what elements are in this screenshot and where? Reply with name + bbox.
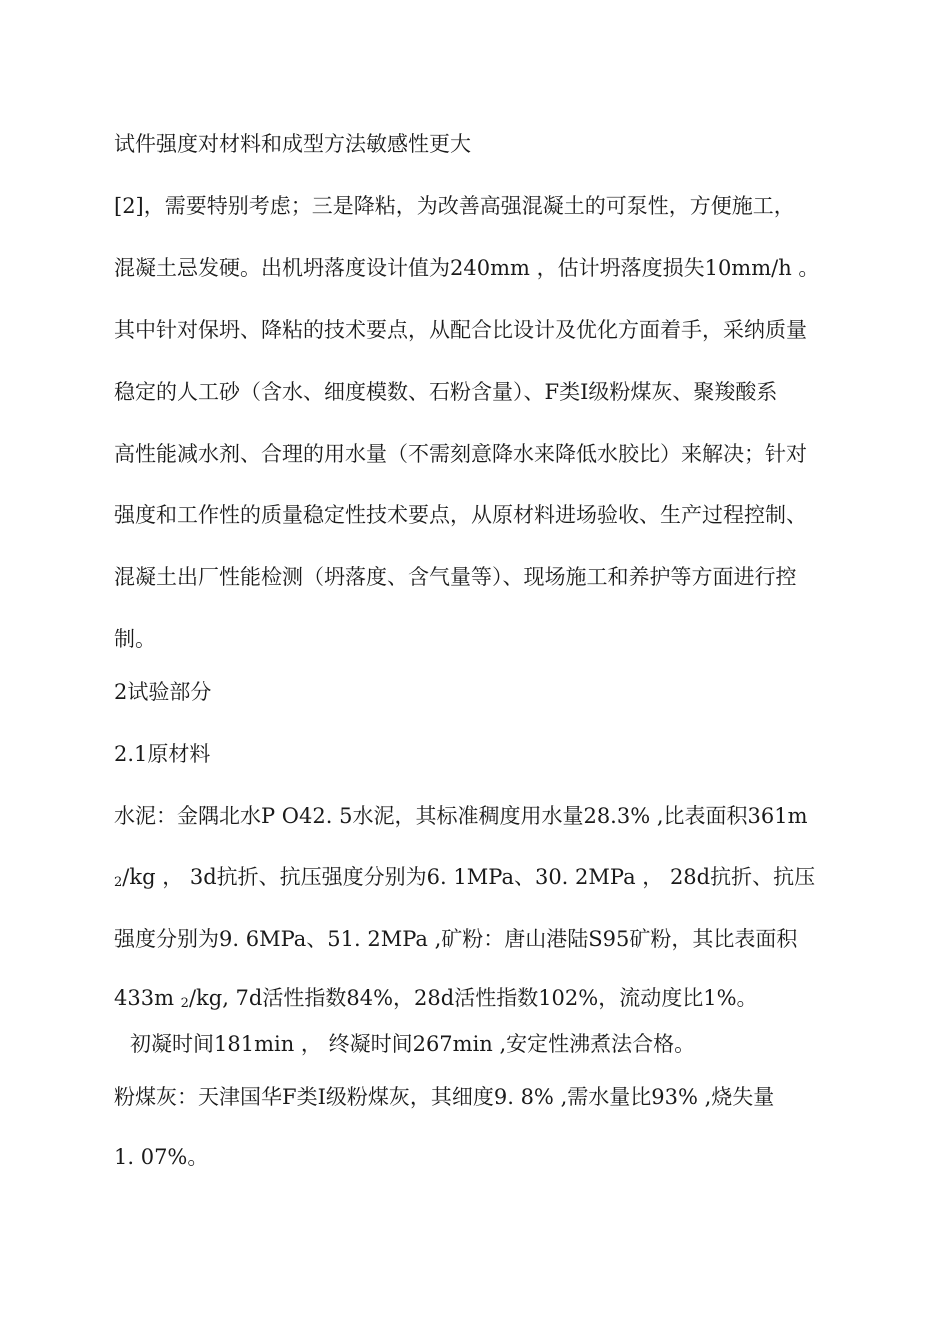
text-line: 稳定的人工砂（含水、细度模数、石粉含量）、F类Ⅰ级粉煤灰、聚羧酸系 — [114, 380, 778, 404]
text-line: 高性能减水剂、合理的用水量（不需刻意降水来降低水胶比）来解决；针对 — [114, 442, 807, 466]
text-line: 粉煤灰：天津国华F类Ⅰ级粉煤灰，其细度9. 8% ,需水量比93% ,烧失量 — [114, 1085, 775, 1109]
subsection-heading: 2.1原材料 — [114, 742, 211, 766]
text-line: 混凝土忌发硬。出机坍落度设计值为240mm ，估计坍落度损失10mm/h 。 — [114, 256, 820, 280]
section-heading: 2试验部分 — [114, 680, 212, 704]
text-line: 强度分别为9. 6MPa、51. 2MPa ,矿粉：唐山港陆S95矿粉，其比表面积 — [114, 927, 798, 951]
text-line — [114, 983, 838, 1019]
text-line: 强度和工作性的质量稳定性技术要点，从原材料进场验收、生产过程控制、 — [114, 503, 807, 527]
text-line: 其中针对保坍、降粘的技术要点，从配合比设计及优化方面着手，采纳质量 — [114, 318, 807, 342]
text-line: 1. 07%。 — [114, 1145, 209, 1169]
subscript: 2 — [180, 996, 189, 1011]
text-segment: 433m — [114, 986, 181, 1010]
text-segment: /kg, 7d活性指数84%，28d活性指数102%，流动度比1%。 — [188, 986, 758, 1010]
text-segment: /kg ， 3d抗折、抗压强度分别为6. 1MPa、30. 2MPa ， 28d抗折、抗压 — [122, 865, 816, 889]
text-line: 试件强度对材料和成型方法敏感性更大 — [114, 132, 471, 156]
subscript: 2 — [114, 875, 123, 890]
text-line: [2]，需要特别考虑；三是降粘，为改善高强混凝土的可泵性，方便施工， — [114, 194, 795, 218]
text-line — [114, 862, 838, 898]
text-line: 初凝时间181min ， 终凝时间267min ,安定性沸煮法合格。 — [130, 1032, 696, 1056]
text-line: 制。 — [114, 627, 156, 651]
text-line: 水泥：金隅北水P O42. 5水泥，其标准稠度用水量28.3% ,比表面积361m — [114, 804, 808, 828]
text-line: 混凝土出厂性能检测（坍落度、含气量等）、现场施工和养护等方面进行控 — [114, 565, 797, 589]
